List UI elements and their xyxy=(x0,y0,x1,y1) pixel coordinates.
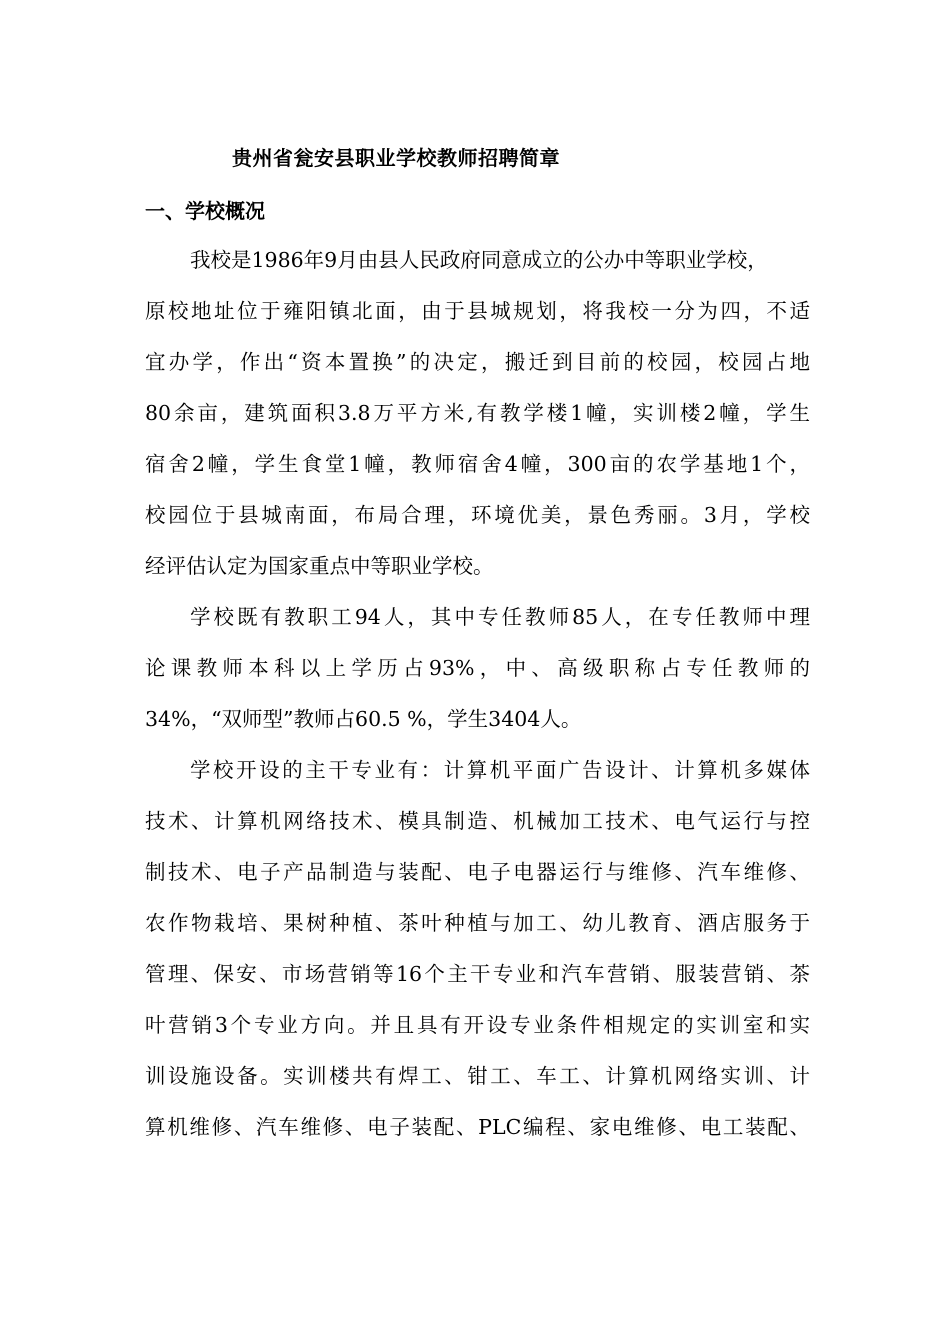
paragraph-line: 经评估认定为国家重点中等职业学校。 xyxy=(145,554,494,578)
paragraph-line: 宜办学，作出“资本置换”的决定，搬迁到目前的校园，校园占地 xyxy=(145,350,810,374)
paragraph-line: 算机维修、汽车维修、电子装配、PLC编程、家电维修、电工装配、 xyxy=(145,1115,810,1139)
paragraph-line: 制技术、电子产品制造与装配、电子电器运行与维修、汽车维修、 xyxy=(145,860,810,884)
paragraph-line: 农作物栽培、果树种植、茶叶种植与加工、幼儿教育、酒店服务于 xyxy=(145,911,810,935)
paragraph-line: 宿舍2幢，学生食堂1幢，教师宿舍4幢，300亩的农学基地1个， xyxy=(145,452,810,476)
paragraph-line: 学校既有教职工94人，其中专任教师85人，在专任教师中理 xyxy=(190,605,810,629)
paragraph-line: 34%，“双师型”教师占60.5 %，学生3404人。 xyxy=(145,707,582,731)
paragraph-line: 我校是1986年9月由县人民政府同意成立的公办中等职业学校， xyxy=(190,248,768,272)
paragraph-line: 原校地址位于雍阳镇北面，由于县城规划，将我校一分为四，不适 xyxy=(145,299,810,323)
paragraph-line: 管理、保安、市场营销等16个主干专业和汽车营销、服装营销、茶 xyxy=(145,962,810,986)
paragraph-line: 学校开设的主干专业有：计算机平面广告设计、计算机多媒体 xyxy=(190,758,810,782)
paragraph-line: 论课教师本科以上学历占93%，中、高级职称占专任教师的 xyxy=(145,656,810,680)
paragraph-line: 叶营销3个专业方向。并且具有开设专业条件相规定的实训室和实 xyxy=(145,1013,810,1037)
section-heading-school-overview: 一、学校概况 xyxy=(145,199,265,223)
paragraph-line: 80余亩，建筑面积3.8万平方米,有教学楼1幢，实训楼2幢，学生 xyxy=(145,401,810,425)
paragraph-line: 技术、计算机网络技术、模具制造、机械加工技术、电气运行与控 xyxy=(145,809,810,833)
paragraph-line: 校园位于县城南面，布局合理，环境优美，景色秀丽。3月，学校 xyxy=(145,503,810,527)
document-title: 贵州省瓮安县职业学校教师招聘简章 xyxy=(232,146,560,170)
paragraph-line: 训设施设备。实训楼共有焊工、钳工、车工、计算机网络实训、计 xyxy=(145,1064,810,1088)
